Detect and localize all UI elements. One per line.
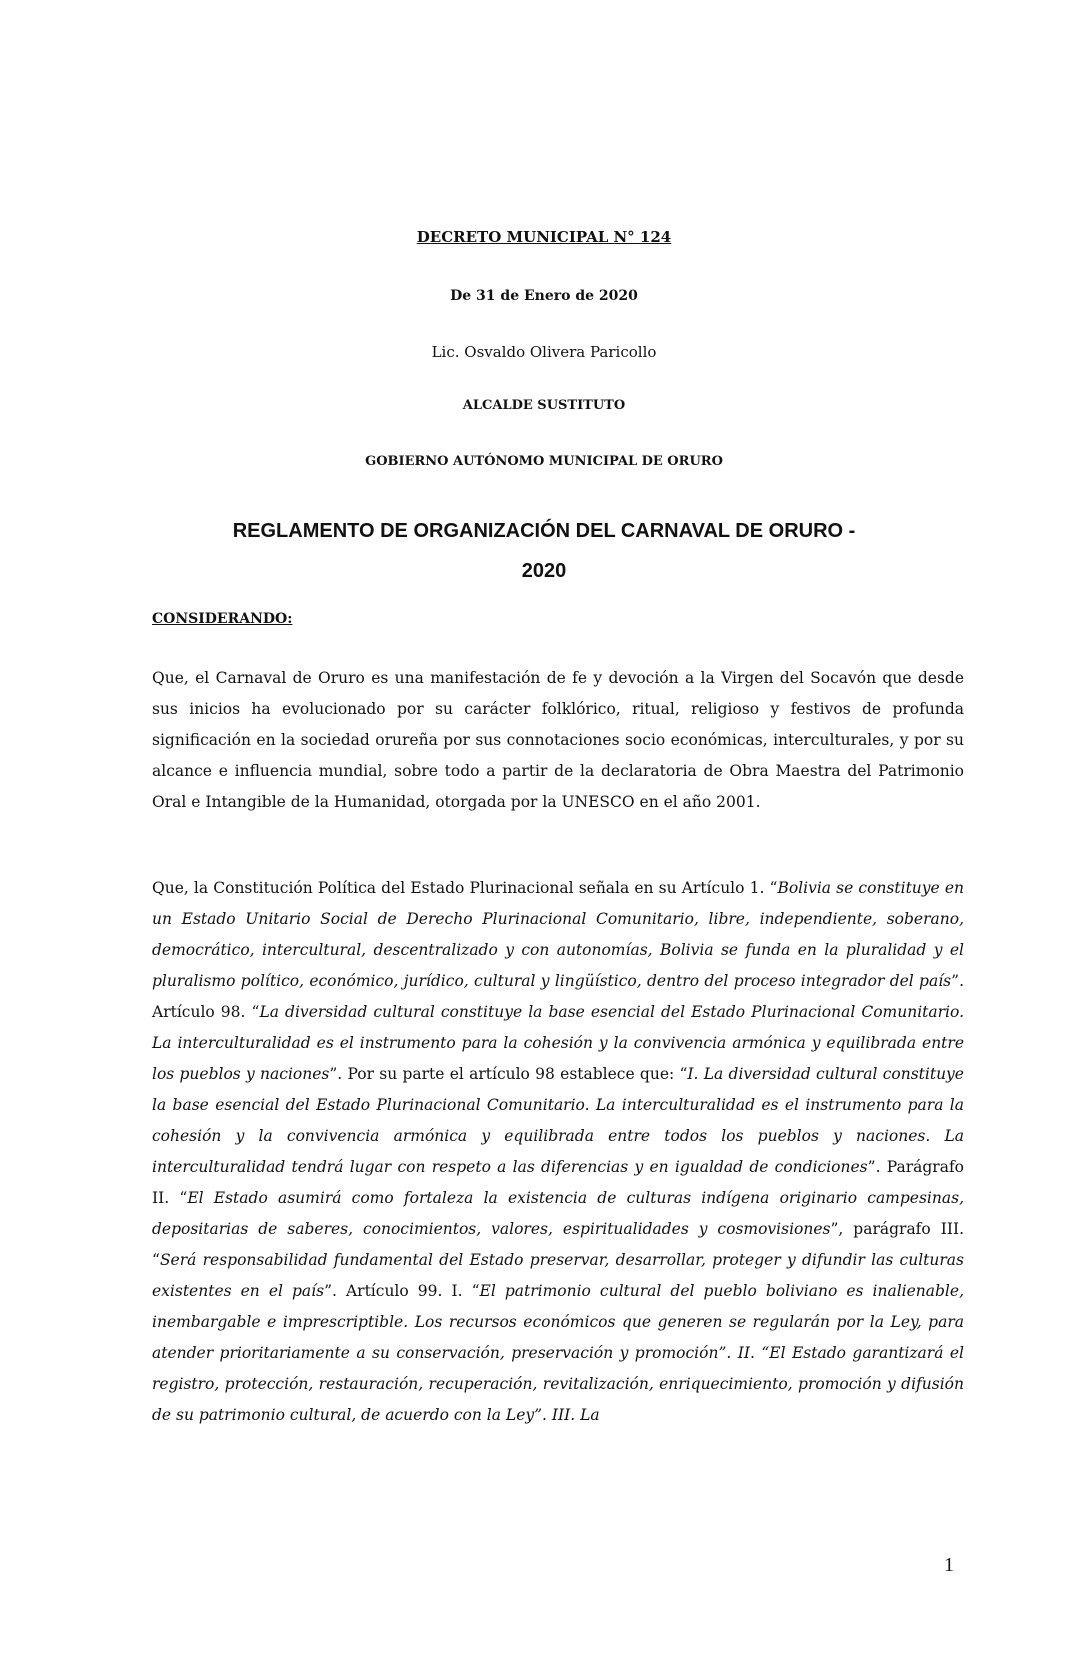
official-role: ALCALDE SUSTITUTO xyxy=(462,398,626,413)
government-name: GOBIERNO AUTÓNOMO MUNICIPAL DE ORURO xyxy=(365,454,723,469)
paragraph-2-quote-2: La diversidad cultural constituye la base esencial del Estado Plurinacional Comunitario. La interculturalidad es el instrumento para la cohesión y la convivencia armónica y equilibrada entre los pueblos y naciones xyxy=(152,1003,964,1083)
paragraph-2-quote-5: Será responsabilidad fundamental del Estado preservar, desarrollar, proteger y difundir las culturas existentes en el país xyxy=(152,1251,964,1300)
paragraph-2-quote-1: Bolivia se constituye en un Estado Unitario Social de Derecho Plurinacional Comunitario, libre, independiente, soberano, democrático, intercultural, descentralizado y con autonomías, Bolivia se funda en la pluralidad y el pluralismo político, económico, jurídico, cultural y lingüístico, dentro del proceso integrador del país xyxy=(152,879,964,990)
regulation-title-line-1: REGLAMENTO DE ORGANIZACIÓN DEL CARNAVAL DE ORURO - xyxy=(232,520,856,542)
regulation-title xyxy=(0,511,1088,591)
page-number: 1 xyxy=(944,1554,954,1576)
paragraph-2-quote-6: El patrimonio cultural del pueblo boliviano es inalienable, inembargable e imprescriptible. Los recursos económicos que generen se regularán por la Ley, para atender prioritariamente a su conservación, preservación y promoción”. II. “El Estado garantizará el registro, protección, restauración, recuperación, revitalización, enriquecimiento, promoción y difusión de su patrimonio cultural, de acuerdo con la Ley”. III. La xyxy=(152,1282,964,1424)
paragraph-2 xyxy=(152,873,964,1431)
decree-number: DECRETO MUNICIPAL N° 124 xyxy=(416,228,672,246)
official-name: Lic. Osvaldo Olivera Paricollo xyxy=(431,343,657,361)
paragraph-2-text-6: ”. Artículo 99. I. “ xyxy=(324,1282,480,1300)
regulation-title-line-2: 2020 xyxy=(521,560,567,582)
considerando-heading: CONSIDERANDO: xyxy=(152,611,293,627)
paragraph-2-quote-3: I. La diversidad cultural constituye la base esencial del Estado Plurinacional Comunitario. La interculturalidad es el instrumento para la cohesión y la convivencia armónica y equilibrada entre todos los pueblos y naciones. La interculturalidad tendrá lugar con respeto a las diferencias y en igualdad de condiciones xyxy=(152,1065,964,1176)
paragraph-2-text-2: ”. Artículo 98. “ xyxy=(152,972,964,1021)
paragraph-2-text-5: ”, parágrafo III. “ xyxy=(152,1220,964,1269)
paragraph-2-text-1: Que, la Constitución Política del Estado Plurinacional señala en su Artículo 1. “ xyxy=(152,879,778,897)
paragraph-2-text-3: ”. Por su parte el artículo 98 establece que: “ xyxy=(329,1065,688,1083)
decree-date: De 31 de Enero de 2020 xyxy=(450,288,638,304)
paragraph-2-text-4: ”. Parágrafo II. “ xyxy=(152,1158,965,1207)
paragraph-2-quote-4: El Estado asumirá como fortaleza la existencia de culturas indígena originario campesinas, depositarias de saberes, conocimientos, valores, espiritualidades y cosmovisiones xyxy=(152,1189,964,1238)
paragraph-1: Que, el Carnaval de Oruro es una manifestación de fe y devoción a la Virgen del Socavón que desde sus inicios ha evolucionado por su carácter folklórico, ritual, religioso y festivos de profunda significación en la sociedad orureña por sus connotaciones socio económicas, interculturales, y por su alcance e influencia mundial, sobre todo a partir de la declaratoria de Obra Maestra del Patrimonio Oral e Intangible de la Humanidad, otorgada por la UNESCO en el año 2001. xyxy=(152,669,964,811)
